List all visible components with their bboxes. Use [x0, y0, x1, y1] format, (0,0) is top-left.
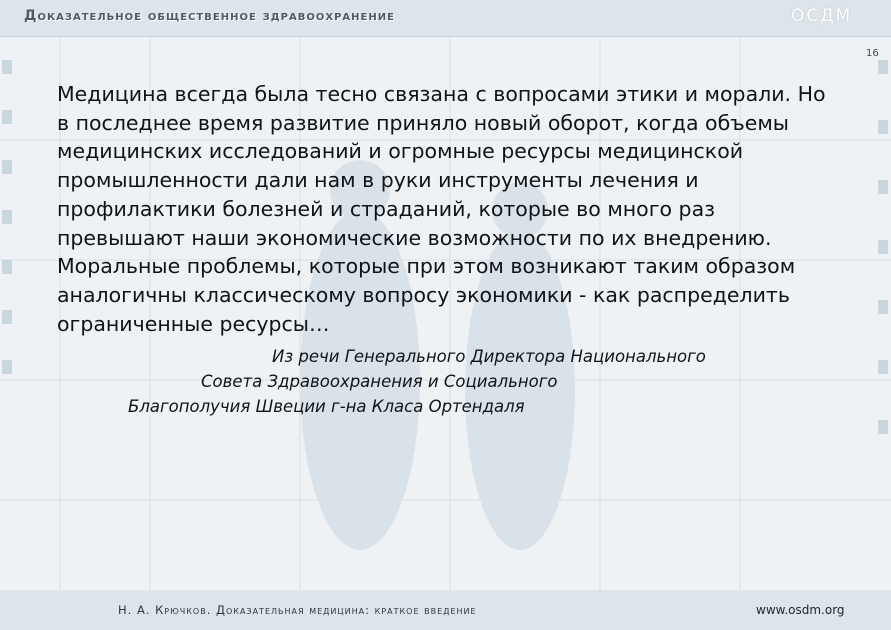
- attribution-line: Благополучия Швеции г-на Класа Ортендаля: [128, 397, 525, 416]
- attribution-line: Совета Здравоохранения и Социального: [201, 372, 558, 391]
- header-logo: ОСДМ: [791, 6, 853, 26]
- quote-line: в последнее время развитие приняло новый оборот, когда объемы: [57, 110, 789, 135]
- quote-body: [57, 80, 857, 338]
- attribution-line: Из речи Генерального Директора Национального: [272, 347, 706, 366]
- footer-author: Н. А. Крючков. Доказательная медицина: краткое введение: [118, 603, 477, 617]
- header-title: Доказательное общественное здравоохранение: [24, 8, 395, 24]
- quote-line: Медицина всегда была тесно связана с вопросами этики и морали. Но: [57, 82, 826, 106]
- quote-line: превышают наши экономические возможности по их внедрению.: [57, 225, 772, 250]
- quote-line: медицинских исследований и огромные ресурсы медицинской: [57, 139, 744, 164]
- quote-line: промышленности дали нам в руки инструменты лечения и: [57, 168, 699, 193]
- quote-line: Моральные проблемы, которые при этом возникают таким образом: [57, 254, 796, 279]
- page-number: 16: [866, 48, 879, 59]
- quote-line: ограниченные ресурсы…: [57, 311, 330, 336]
- footer-url[interactable]: www.osdm.org: [756, 603, 845, 617]
- quote-line: аналогичны классическому вопросу экономики - как распределить: [57, 282, 790, 307]
- header-divider: [0, 36, 891, 37]
- quote-line: профилактики болезней и страданий, которые во много раз: [57, 196, 716, 221]
